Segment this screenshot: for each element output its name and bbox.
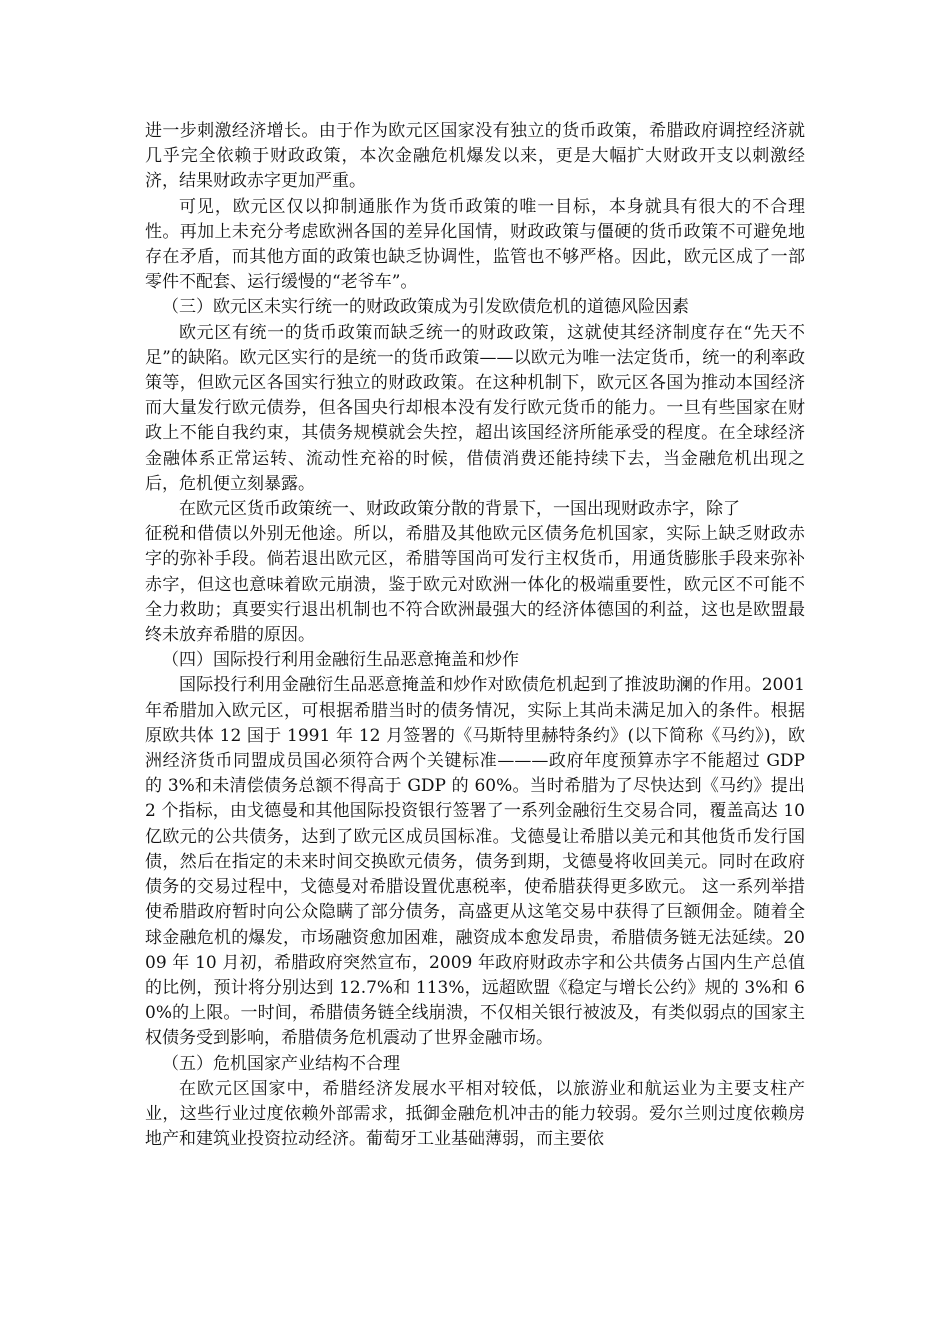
paragraph-7: 在欧元区国家中，希腊经济发展水平相对较低，以旅游业和航运业为主要支柱产业，这些行业过度依赖外部需求，抵御金融危机冲击的能力较弱。爱尔兰则过度依赖房地产和建筑业投资拉动经济。葡萄牙工业基础薄弱，而主要依 — [145, 1078, 805, 1150]
paragraph-5: 征税和借债以外别无他途。所以，希腊及其他欧元区债务危机国家，实际上缺乏财政赤字的弥补手段。倘若退出欧元区，希腊等国尚可发行主权货币，用通货膨胀手段来弥补赤字，但这也意味着欧元崩溃，鉴于欧元对欧洲一体化的极端重要性，欧元区不可能不全力救助；真要实行退出机制也不符合欧洲最强大的经济体德国的利益，这也是欧盟最终未放弃希腊的原因。 — [145, 524, 805, 646]
paragraph-4: 在欧元区货币政策统一、财政政策分散的背景下，一国出现财政赤字，除了 — [179, 499, 740, 520]
section-heading-3: （三）欧元区未实行统一的财政政策成为引发欧债危机的道德风险因素 — [162, 297, 689, 318]
paragraph-3: 欧元区有统一的货币政策而缺乏统一的财政政策，这就使其经济制度存在“先天不足”的缺陷。欧元区实行的是统一的货币政策——以欧元为唯一法定货币，统一的利率政策等，但欧元区各国实行独立的财政政策。在这种机制下，欧元区各国为推动本国经济而大量发行欧元债券，但各国央行却根本没有发行欧元货币的能力。一旦有些国家在财政上不能自我约束，其债务规模就会失控，超出该国经济所能承受的程度。在全球经济金融体系正常运转、流动性充裕的时候，借债消费还能持续下去，当金融危机出现之后，危机便立刻暴露。 — [145, 322, 805, 494]
document-page — [145, 119, 805, 1152]
section-heading-4: （四）国际投行利用金融衍生品恶意掩盖和炒作 — [162, 650, 519, 671]
paragraph-2: 可见，欧元区仅以抑制通胀作为货币政策的唯一目标，本身就具有很大的不合理性。再加上未充分考虑欧洲各国的差异化国情，财政政策与僵硬的货币政策不可避免地存在矛盾，而其他方面的政策也缺乏协调性，监管也不够严格。因此，欧元区成了一部零件不配套、运行缓慢的“老爷车”。 — [145, 196, 805, 293]
section-heading-5: （五）危机国家产业结构不合理 — [162, 1053, 400, 1074]
paragraph-6: 国际投行利用金融衍生品恶意掩盖和炒作对欧债危机起到了推波助澜的作用。2001 年希腊加入欧元区，可根据希腊当时的债务情况，实际上其尚未满足加入的条件。根据原欧共体 12 国于 1991 年 12 月签署的《马斯特里赫特条约》(以下简称《马约》)，欧洲经济货币同盟成员国必须符合两个关键标准———政府年度预算赤字不能超过 GDP 的 3%和未清偿债务总额不得高于 GDP 的 60%。当时希腊为了尽快达到《马约》提出 2 个指标，由戈德曼和其他国际投资银行签署了一系列金融衍生交易合同，覆盖高达 10 亿欧元的公共债务，达到了欧元区成员国标准。戈德曼让希腊以美元和其他货币发行国债，然后在指定的未来时间交换欧元债务，债务到期，戈德曼将收回美元。同时在政府债务的交易过程中，戈德曼对希腊设置优惠税率，使希腊获得更多欧元。 这一系列举措使希腊政府暂时向公众隐瞒了部分债务，高盛更从这笔交易中获得了巨额佣金。随着全球金融危机的爆发，市场融资愈加困难，融资成本愈发昂贵，希腊债务链无法延续。2009 年 10 月初，希腊政府突然宣布，2009 年政府财政赤字和公共债务占国内生产总值的比例，预计将分别达到 12.7%和 113%，远超欧盟《稳定与增长公约》规的 3%和 60%的上限。一时间，希腊债务链全线崩溃，不仅相关银行被波及，有类似弱点的国家主权债务受到影响，希腊债务危机震动了世界金融市场。 — [145, 675, 805, 1049]
paragraph-1: 进一步刺激经济增长。由于作为欧元区国家没有独立的货币政策，希腊政府调控经济就几乎完全依赖于财政政策，本次金融危机爆发以来，更是大幅扩大财政开支以刺激经济，结果财政赤字更加严重。 — [145, 121, 805, 192]
